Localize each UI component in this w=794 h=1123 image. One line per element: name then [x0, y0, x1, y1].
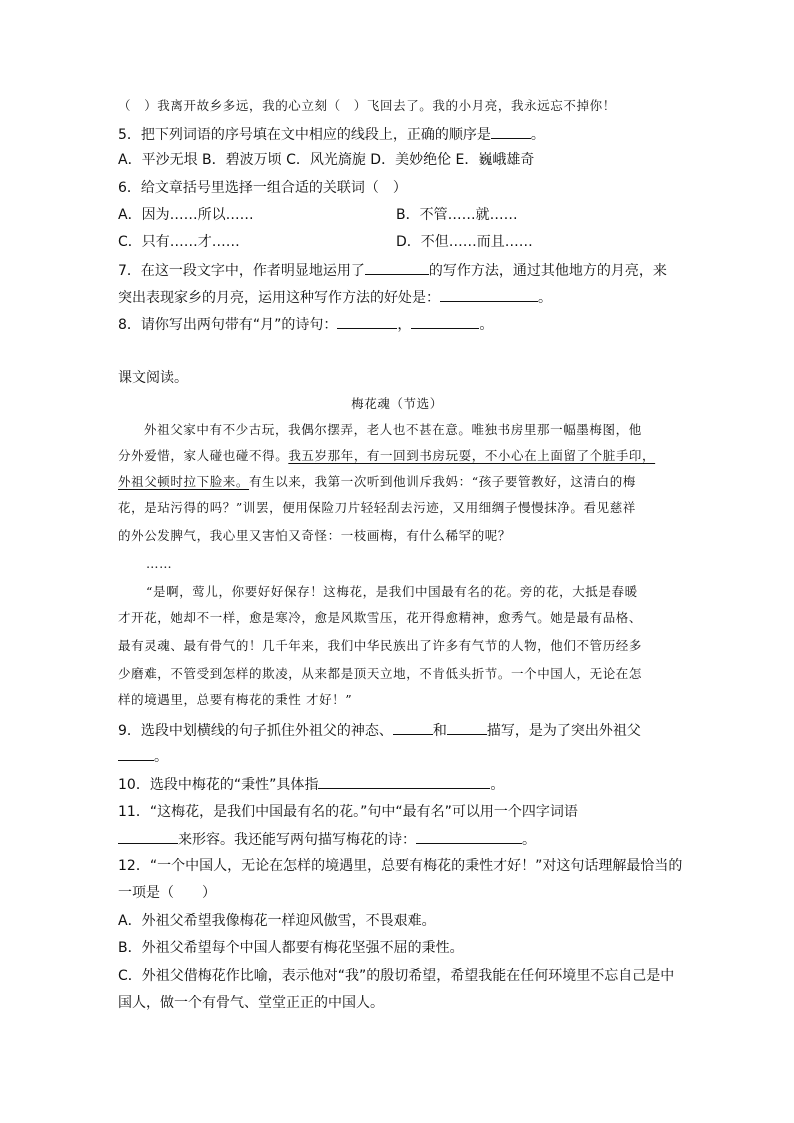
- question-12-option-c: C．外祖父借梅花作比喻，表示他对“我”的殷切希望，希望我能在任何环境里不忘自己是中: [118, 968, 675, 984]
- question-11: 11．“这梅花，是我们中国最有名的花。”句中“最有名”可以用一个四字词语: [118, 804, 578, 820]
- question-9-text: 9．选段中划横线的句子抓住外祖父的神态、: [118, 723, 393, 739]
- question-7-text: 7．在这一段文字中，作者明显地运用了: [118, 263, 365, 279]
- question-12-option-b: B．外祖父希望每个中国人都要有梅花坚强不屈的秉性。: [118, 940, 464, 956]
- answer-blank[interactable]: [440, 287, 538, 302]
- answer-blank[interactable]: [491, 124, 531, 139]
- answer-blank[interactable]: [393, 720, 433, 735]
- question-12-line-2: 一项是（ ）: [118, 885, 216, 901]
- question-7-text-2: 的写作方法，通过其他地方的月亮，来: [428, 263, 667, 279]
- question-12-option-a: A．外祖父希望我像梅花一样迎风傲雪，不畏艰难。: [118, 913, 436, 929]
- punct: 。: [154, 749, 168, 765]
- section-label: 课文阅读。: [118, 370, 188, 386]
- question-10: [118, 774, 504, 795]
- passage-text: 花，是玷污得的吗？”: [118, 500, 243, 515]
- question-6: 6．给文章括号里选择一组合适的关联词（ ）: [118, 180, 407, 196]
- passage-paragraph-1-line-5: 的外公发脾气，我心里又害怕又奇怪：一枝画梅，有什么稀罕的呢？: [118, 528, 512, 543]
- question-11-text-2: 来形容。我还能写两句描写梅花的诗：: [178, 832, 416, 848]
- punct: 。: [479, 317, 494, 333]
- answer-blank[interactable]: [337, 314, 397, 329]
- question-6-option-a: A．因为……所以……: [118, 207, 254, 223]
- question-9: [118, 720, 641, 741]
- punct: ，: [397, 317, 412, 333]
- question-6-option-c: C．只有……才……: [118, 234, 240, 250]
- question-6-option-d: D．不但……而且……: [396, 234, 533, 250]
- question-4-text: （ ）我离开故乡多远，我的心立刻（ ）飞回去了。我的小月亮，我永远忘不掉你！: [118, 98, 616, 113]
- passage-paragraph-2-line-2: 才开花，她却不一样，愈是寒冷，愈是风欺雪压，花开得愈精神，愈秀气。她是最有品格、: [118, 610, 643, 625]
- passage-paragraph-2-line-4: 少磨难，不管受到怎样的欺凌，从来都是顶天立地，不肯低头折节。一个中国人，无论在怎: [118, 666, 643, 681]
- answer-blank[interactable]: [318, 774, 490, 789]
- answer-blank[interactable]: [118, 829, 178, 844]
- question-5-text: 5．把下列词语的序号填在文中相应的线段上，正确的顺序是: [118, 127, 491, 143]
- punct: 。: [490, 777, 505, 793]
- passage-paragraph-1-line-3: [118, 472, 636, 492]
- answer-blank[interactable]: [416, 829, 522, 844]
- answer-blank[interactable]: [365, 260, 429, 275]
- question-9-text-3: 描写，是为了突出外祖父: [486, 723, 641, 739]
- underlined-sentence: 我五岁那年，有一回到书房玩耍，不小心在上面留了个脏手印，: [288, 448, 656, 463]
- question-10-text: 10．选段中梅花的“秉性”具体指: [118, 777, 319, 793]
- question-9-text-2: 和: [432, 723, 447, 739]
- punct: 。: [538, 290, 552, 306]
- question-5: [118, 124, 545, 145]
- answer-blank[interactable]: [411, 314, 479, 329]
- passage-text: 分外爱惜，家人碰也碰不得。: [118, 448, 289, 463]
- question-8: [118, 314, 493, 335]
- question-7-text-3: 突出表现家乡的月亮，运用这种写作方法的好处是：: [118, 290, 440, 306]
- punct: 。: [530, 127, 545, 143]
- passage-paragraph-2-line-3: 最有灵魂、最有骨气的！几千年来，我们中华民族出了许多有气节的人物，他们不管历经多: [118, 638, 643, 653]
- question-11-line-2: [118, 829, 536, 850]
- question-8-text: 8．请你写出两句带有“月”的诗句：: [118, 317, 338, 333]
- question-5-options: A．平沙无垠 B．碧波万顷 C．风光旖旎 D．美妙绝伦 E．巍峨雄奇: [118, 152, 535, 168]
- question-7: [118, 260, 667, 281]
- question-7-line-2: [118, 287, 552, 308]
- passage-paragraph-1-line-2: [118, 446, 655, 466]
- passage-paragraph-1-line-4: [118, 498, 636, 518]
- passage-title: 梅花魂（节选）: [351, 396, 443, 411]
- passage-paragraph-2-line-1: “是啊，莺儿，你要好好保存！这梅花，是我们中国最有名的花。旁的花，大抵是春暖: [146, 584, 638, 599]
- passage-paragraph-1-line-1: 外祖父家中有不少古玩，我偶尔摆弄，老人也不甚在意。唯独书房里那一幅墨梅图，他: [144, 422, 642, 437]
- question-12-option-c-line-2: 国人，做一个有骨气、堂堂正正的中国人。: [118, 995, 384, 1011]
- passage-text: 训罢，便用保险刀片轻轻刮去污迹，又用细绸子慢慢抹净。看见慈祥: [242, 500, 636, 515]
- question-6-option-b: B．不管……就……: [396, 207, 518, 223]
- question-12: 12．“一个中国人，无论在怎样的境遇里，总要有梅花的秉性才好！”对这句话理解最恰当的: [118, 858, 683, 874]
- passage-text: 有生以来，我第一次听到他训斥我妈：“孩子要管教好，这清白的梅: [249, 474, 636, 489]
- underlined-sentence: 外祖父顿时拉下脸来。: [118, 474, 250, 489]
- punct: 。: [522, 832, 536, 848]
- passage-paragraph-2-line-5: 样的境遇里，总要有梅花的秉性 才好！”: [118, 692, 353, 707]
- question-9-line-2: [118, 746, 168, 767]
- answer-blank[interactable]: [447, 720, 487, 735]
- answer-blank[interactable]: [118, 746, 154, 761]
- passage-ellipsis: ……: [146, 556, 173, 571]
